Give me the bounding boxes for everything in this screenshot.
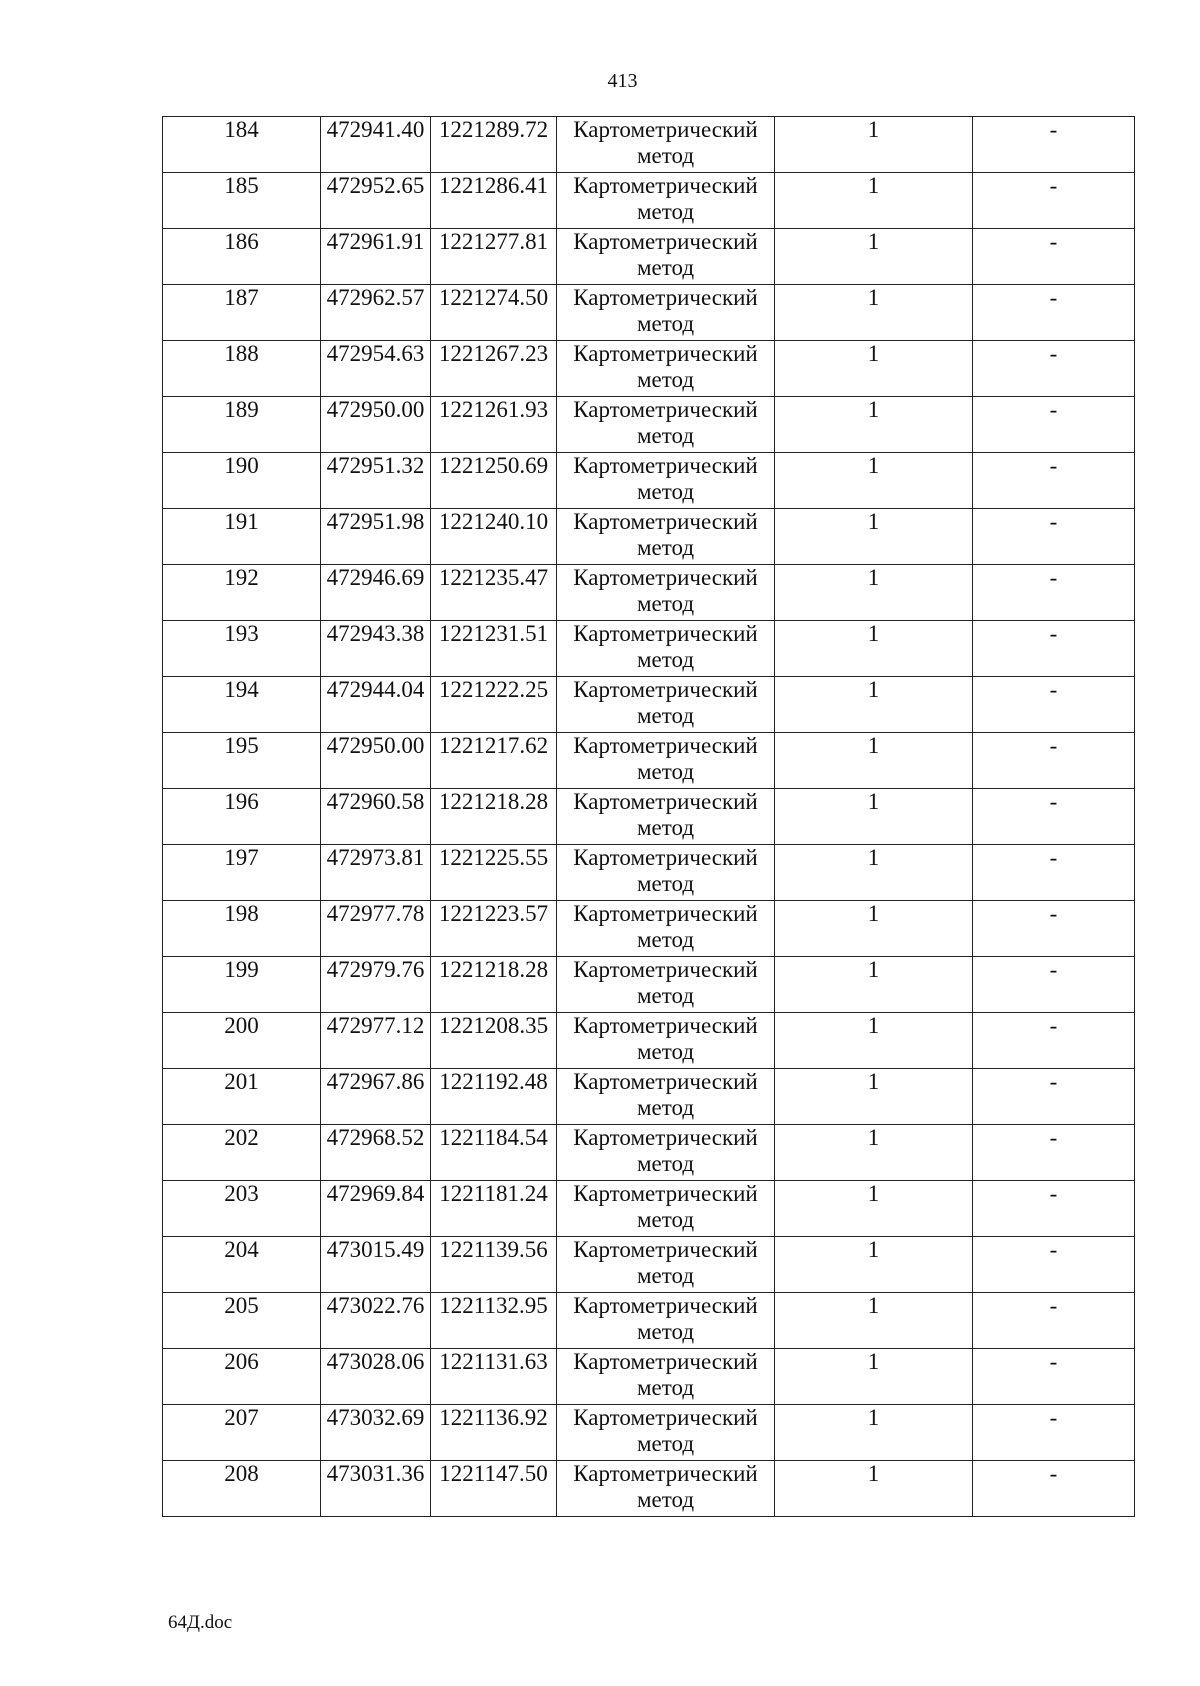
x-coordinate-cell: 472951.98 xyxy=(321,509,431,565)
accuracy-cell: 1 xyxy=(775,957,973,1013)
method-line-1: Картометрический xyxy=(573,117,758,142)
method-line-2: метод xyxy=(636,927,695,952)
method-cell xyxy=(557,509,775,565)
accuracy-cell: 1 xyxy=(775,621,973,677)
accuracy-cell: 1 xyxy=(775,1237,973,1293)
y-coordinate-cell: 1221139.56 xyxy=(431,1237,557,1293)
point-number-cell: 184 xyxy=(163,117,321,173)
method-line-2: метод xyxy=(636,311,695,336)
table-row xyxy=(163,285,1135,341)
method-cell xyxy=(557,845,775,901)
method-line-1: Картометрический xyxy=(573,285,758,310)
method-line-1: Картометрический xyxy=(573,397,758,422)
point-number-cell: 201 xyxy=(163,1069,321,1125)
table-row xyxy=(163,733,1135,789)
method-line-1: Картометрический xyxy=(573,733,758,758)
accuracy-cell: 1 xyxy=(775,565,973,621)
method-line-1: Картометрический xyxy=(573,1461,758,1486)
accuracy-cell: 1 xyxy=(775,397,973,453)
y-coordinate-cell: 1221223.57 xyxy=(431,901,557,957)
y-coordinate-cell: 1221217.62 xyxy=(431,733,557,789)
point-number-cell: 207 xyxy=(163,1405,321,1461)
point-number-cell: 196 xyxy=(163,789,321,845)
method-line-2: метод xyxy=(636,1319,695,1344)
method-cell xyxy=(557,789,775,845)
y-coordinate-cell: 1221235.47 xyxy=(431,565,557,621)
method-line-1: Картометрический xyxy=(573,1405,758,1430)
point-number-cell: 185 xyxy=(163,173,321,229)
table-row xyxy=(163,341,1135,397)
method-line-1: Картометрический xyxy=(573,565,758,590)
note-cell: - xyxy=(973,1405,1135,1461)
y-coordinate-cell: 1221131.63 xyxy=(431,1349,557,1405)
y-coordinate-cell: 1221274.50 xyxy=(431,285,557,341)
note-cell: - xyxy=(973,845,1135,901)
x-coordinate-cell: 472950.00 xyxy=(321,397,431,453)
y-coordinate-cell: 1221261.93 xyxy=(431,397,557,453)
note-cell: - xyxy=(973,1293,1135,1349)
method-line-1: Картометрический xyxy=(573,677,758,702)
method-line-2: метод xyxy=(636,367,695,392)
method-line-1: Картометрический xyxy=(573,901,758,926)
method-line-1: Картометрический xyxy=(573,1181,758,1206)
accuracy-cell: 1 xyxy=(775,789,973,845)
note-cell: - xyxy=(973,1461,1135,1517)
table-row xyxy=(163,1461,1135,1517)
accuracy-cell: 1 xyxy=(775,285,973,341)
x-coordinate-cell: 472977.12 xyxy=(321,1013,431,1069)
x-coordinate-cell: 472962.57 xyxy=(321,285,431,341)
point-number-cell: 199 xyxy=(163,957,321,1013)
note-cell: - xyxy=(973,453,1135,509)
table-row xyxy=(163,397,1135,453)
point-number-cell: 202 xyxy=(163,1125,321,1181)
method-line-1: Картометрический xyxy=(573,1349,758,1374)
y-coordinate-cell: 1221136.92 xyxy=(431,1405,557,1461)
note-cell: - xyxy=(973,229,1135,285)
y-coordinate-cell: 1221218.28 xyxy=(431,957,557,1013)
table-row xyxy=(163,453,1135,509)
method-line-1: Картометрический xyxy=(573,453,758,478)
point-number-cell: 203 xyxy=(163,1181,321,1237)
note-cell: - xyxy=(973,733,1135,789)
accuracy-cell: 1 xyxy=(775,1349,973,1405)
note-cell: - xyxy=(973,901,1135,957)
method-line-2: метод xyxy=(636,647,695,672)
table-row xyxy=(163,901,1135,957)
method-cell xyxy=(557,677,775,733)
table-row xyxy=(163,1237,1135,1293)
table-row xyxy=(163,789,1135,845)
y-coordinate-cell: 1221267.23 xyxy=(431,341,557,397)
accuracy-cell: 1 xyxy=(775,845,973,901)
note-cell: - xyxy=(973,677,1135,733)
method-line-2: метод xyxy=(636,871,695,896)
method-line-2: метод xyxy=(636,1151,695,1176)
x-coordinate-cell: 473028.06 xyxy=(321,1349,431,1405)
method-cell xyxy=(557,1125,775,1181)
note-cell: - xyxy=(973,621,1135,677)
method-line-2: метод xyxy=(636,759,695,784)
footer-filename: 64Д.doc xyxy=(168,1612,233,1633)
method-cell xyxy=(557,285,775,341)
method-line-1: Картометрический xyxy=(573,341,758,366)
point-number-cell: 198 xyxy=(163,901,321,957)
point-number-cell: 204 xyxy=(163,1237,321,1293)
method-cell xyxy=(557,229,775,285)
note-cell: - xyxy=(973,1013,1135,1069)
note-cell: - xyxy=(973,789,1135,845)
coordinates-table xyxy=(162,116,1135,1517)
accuracy-cell: 1 xyxy=(775,733,973,789)
method-line-2: метод xyxy=(636,1263,695,1288)
point-number-cell: 191 xyxy=(163,509,321,565)
method-line-2: метод xyxy=(636,1095,695,1120)
note-cell: - xyxy=(973,1069,1135,1125)
x-coordinate-cell: 472960.58 xyxy=(321,789,431,845)
table-row xyxy=(163,565,1135,621)
method-line-2: метод xyxy=(636,143,695,168)
y-coordinate-cell: 1221222.25 xyxy=(431,677,557,733)
x-coordinate-cell: 473032.69 xyxy=(321,1405,431,1461)
method-cell xyxy=(557,733,775,789)
method-line-2: метод xyxy=(636,1207,695,1232)
method-line-1: Картометрический xyxy=(573,173,758,198)
y-coordinate-cell: 1221192.48 xyxy=(431,1069,557,1125)
method-line-2: метод xyxy=(636,1039,695,1064)
method-cell xyxy=(557,1013,775,1069)
y-coordinate-cell: 1221147.50 xyxy=(431,1461,557,1517)
y-coordinate-cell: 1221250.69 xyxy=(431,453,557,509)
point-number-cell: 189 xyxy=(163,397,321,453)
note-cell: - xyxy=(973,341,1135,397)
x-coordinate-cell: 472946.69 xyxy=(321,565,431,621)
table-row xyxy=(163,1125,1135,1181)
accuracy-cell: 1 xyxy=(775,901,973,957)
x-coordinate-cell: 472941.40 xyxy=(321,117,431,173)
method-cell xyxy=(557,1237,775,1293)
method-line-1: Картометрический xyxy=(573,1069,758,1094)
x-coordinate-cell: 472977.78 xyxy=(321,901,431,957)
method-cell xyxy=(557,621,775,677)
y-coordinate-cell: 1221277.81 xyxy=(431,229,557,285)
x-coordinate-cell: 472967.86 xyxy=(321,1069,431,1125)
point-number-cell: 190 xyxy=(163,453,321,509)
table-row xyxy=(163,509,1135,565)
x-coordinate-cell: 472950.00 xyxy=(321,733,431,789)
note-cell: - xyxy=(973,1125,1135,1181)
accuracy-cell: 1 xyxy=(775,453,973,509)
table-row xyxy=(163,173,1135,229)
y-coordinate-cell: 1221184.54 xyxy=(431,1125,557,1181)
method-line-1: Картометрический xyxy=(573,957,758,982)
x-coordinate-cell: 472969.84 xyxy=(321,1181,431,1237)
x-coordinate-cell: 473022.76 xyxy=(321,1293,431,1349)
accuracy-cell: 1 xyxy=(775,1125,973,1181)
x-coordinate-cell: 472979.76 xyxy=(321,957,431,1013)
accuracy-cell: 1 xyxy=(775,1293,973,1349)
accuracy-cell: 1 xyxy=(775,1069,973,1125)
accuracy-cell: 1 xyxy=(775,1181,973,1237)
x-coordinate-cell: 472952.65 xyxy=(321,173,431,229)
table-row xyxy=(163,957,1135,1013)
method-cell xyxy=(557,1069,775,1125)
method-line-2: метод xyxy=(636,983,695,1008)
x-coordinate-cell: 472951.32 xyxy=(321,453,431,509)
point-number-cell: 186 xyxy=(163,229,321,285)
method-line-2: метод xyxy=(636,479,695,504)
method-line-2: метод xyxy=(636,1375,695,1400)
method-cell xyxy=(557,117,775,173)
method-line-2: метод xyxy=(636,703,695,728)
table-row xyxy=(163,1069,1135,1125)
method-cell xyxy=(557,901,775,957)
note-cell: - xyxy=(973,1349,1135,1405)
method-cell xyxy=(557,397,775,453)
y-coordinate-cell: 1221289.72 xyxy=(431,117,557,173)
y-coordinate-cell: 1221132.95 xyxy=(431,1293,557,1349)
page-number: 413 xyxy=(607,70,638,92)
method-line-2: метод xyxy=(636,535,695,560)
method-cell xyxy=(557,1461,775,1517)
table-row xyxy=(163,677,1135,733)
note-cell: - xyxy=(973,957,1135,1013)
accuracy-cell: 1 xyxy=(775,229,973,285)
accuracy-cell: 1 xyxy=(775,341,973,397)
table-row xyxy=(163,1181,1135,1237)
point-number-cell: 194 xyxy=(163,677,321,733)
method-cell xyxy=(557,173,775,229)
table-row xyxy=(163,1349,1135,1405)
point-number-cell: 200 xyxy=(163,1013,321,1069)
method-line-2: метод xyxy=(636,1431,695,1456)
coordinates-table-wrapper xyxy=(162,116,1134,1517)
method-line-1: Картометрический xyxy=(573,621,758,646)
method-line-1: Картометрический xyxy=(573,1293,758,1318)
point-number-cell: 195 xyxy=(163,733,321,789)
method-cell xyxy=(557,341,775,397)
table-row xyxy=(163,1013,1135,1069)
method-line-2: метод xyxy=(636,255,695,280)
method-line-1: Картометрический xyxy=(573,229,758,254)
x-coordinate-cell: 472973.81 xyxy=(321,845,431,901)
method-line-2: метод xyxy=(636,815,695,840)
method-line-1: Картометрический xyxy=(573,509,758,534)
table-row xyxy=(163,1293,1135,1349)
table-body xyxy=(163,117,1135,1517)
note-cell: - xyxy=(973,397,1135,453)
note-cell: - xyxy=(973,509,1135,565)
accuracy-cell: 1 xyxy=(775,117,973,173)
point-number-cell: 206 xyxy=(163,1349,321,1405)
point-number-cell: 208 xyxy=(163,1461,321,1517)
note-cell: - xyxy=(973,1181,1135,1237)
note-cell: - xyxy=(973,285,1135,341)
point-number-cell: 205 xyxy=(163,1293,321,1349)
note-cell: - xyxy=(973,565,1135,621)
y-coordinate-cell: 1221218.28 xyxy=(431,789,557,845)
table-row xyxy=(163,1405,1135,1461)
accuracy-cell: 1 xyxy=(775,1013,973,1069)
table-row xyxy=(163,845,1135,901)
point-number-cell: 188 xyxy=(163,341,321,397)
method-line-1: Картометрический xyxy=(573,789,758,814)
x-coordinate-cell: 473031.36 xyxy=(321,1461,431,1517)
method-cell xyxy=(557,453,775,509)
accuracy-cell: 1 xyxy=(775,677,973,733)
method-line-1: Картометрический xyxy=(573,845,758,870)
y-coordinate-cell: 1221286.41 xyxy=(431,173,557,229)
x-coordinate-cell: 472954.63 xyxy=(321,341,431,397)
method-line-2: метод xyxy=(636,199,695,224)
note-cell: - xyxy=(973,173,1135,229)
x-coordinate-cell: 472968.52 xyxy=(321,1125,431,1181)
method-line-1: Картометрический xyxy=(573,1237,758,1262)
y-coordinate-cell: 1221208.35 xyxy=(431,1013,557,1069)
table-row xyxy=(163,229,1135,285)
method-cell xyxy=(557,1293,775,1349)
accuracy-cell: 1 xyxy=(775,509,973,565)
x-coordinate-cell: 472961.91 xyxy=(321,229,431,285)
y-coordinate-cell: 1221181.24 xyxy=(431,1181,557,1237)
y-coordinate-cell: 1221240.10 xyxy=(431,509,557,565)
accuracy-cell: 1 xyxy=(775,1461,973,1517)
note-cell: - xyxy=(973,117,1135,173)
x-coordinate-cell: 473015.49 xyxy=(321,1237,431,1293)
method-cell xyxy=(557,565,775,621)
point-number-cell: 193 xyxy=(163,621,321,677)
accuracy-cell: 1 xyxy=(775,173,973,229)
method-line-2: метод xyxy=(636,591,695,616)
point-number-cell: 187 xyxy=(163,285,321,341)
y-coordinate-cell: 1221231.51 xyxy=(431,621,557,677)
method-cell xyxy=(557,957,775,1013)
x-coordinate-cell: 472944.04 xyxy=(321,677,431,733)
method-cell xyxy=(557,1181,775,1237)
x-coordinate-cell: 472943.38 xyxy=(321,621,431,677)
method-line-2: метод xyxy=(636,423,695,448)
method-cell xyxy=(557,1405,775,1461)
table-row xyxy=(163,621,1135,677)
table-row xyxy=(163,117,1135,173)
point-number-cell: 197 xyxy=(163,845,321,901)
method-line-1: Картометрический xyxy=(573,1013,758,1038)
point-number-cell: 192 xyxy=(163,565,321,621)
note-cell: - xyxy=(973,1237,1135,1293)
method-line-1: Картометрический xyxy=(573,1125,758,1150)
accuracy-cell: 1 xyxy=(775,1405,973,1461)
method-line-2: метод xyxy=(636,1487,695,1512)
method-cell xyxy=(557,1349,775,1405)
y-coordinate-cell: 1221225.55 xyxy=(431,845,557,901)
